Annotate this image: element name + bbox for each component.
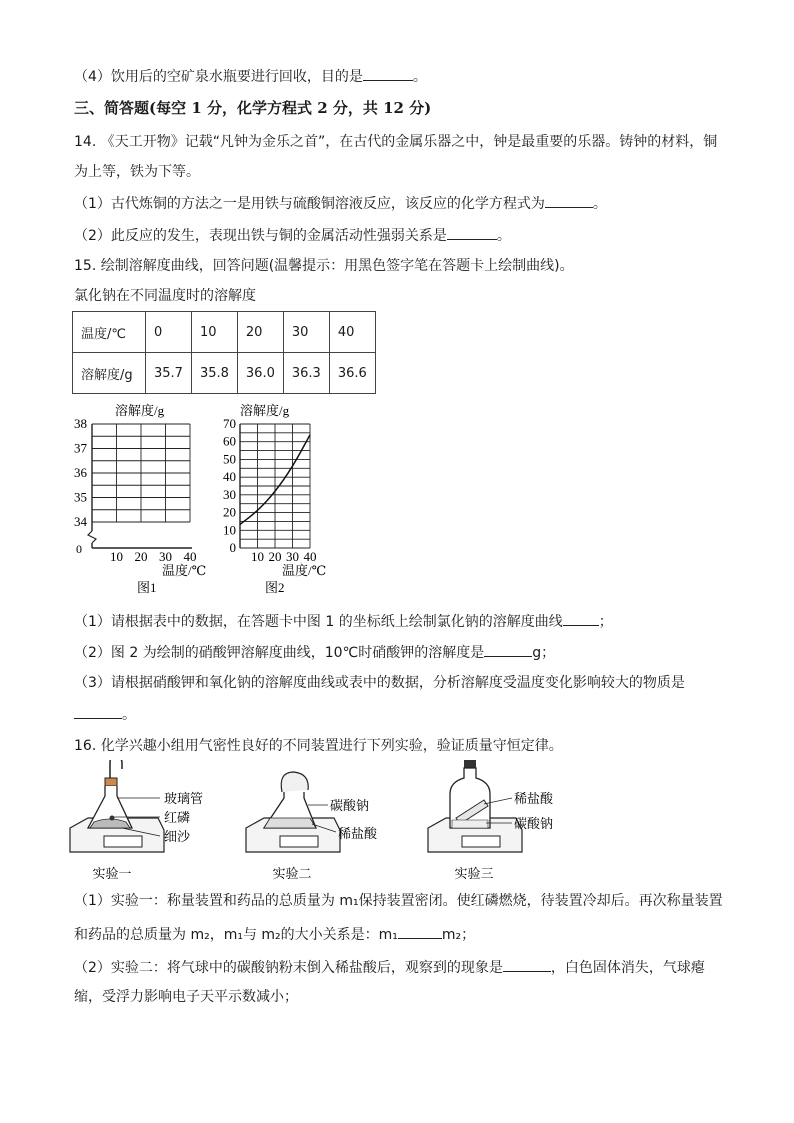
table-cell: 36.6: [329, 353, 375, 394]
fig2-ylabel: 溶解度/g: [240, 403, 290, 418]
x-tick-label: 10: [251, 549, 264, 564]
fig2-title: 图2: [265, 580, 285, 595]
x-tick-label: 40: [303, 549, 317, 564]
answer-blank: [503, 957, 551, 972]
q16-stem: 16. 化学兴趣小组用气密性良好的不同装置进行下列实验，验证质量守恒定律。: [74, 738, 563, 754]
q15-item3-line1: （3）请根据硝酸钾和氧化钠的溶解度曲线或表中的数据，分析溶解度受温度变化影响较大的物质是: [74, 675, 685, 691]
fig2-grid: [223, 416, 317, 564]
q13-item4: （4）饮用后的空矿泉水瓶要进行回收，目的是 。: [74, 66, 427, 87]
y-tick-label: 70: [223, 416, 236, 431]
q14-item1: （1）古代炼铜的方法之一是用铁与硫酸铜溶液反应，该反应的化学方程式为 。: [74, 193, 607, 214]
exp1-caption: 实验一: [92, 866, 132, 881]
experiment2-apparatus: [246, 772, 378, 881]
exp2-caption: 实验二: [272, 866, 312, 881]
label-sodium-carbonate: 碳酸钠: [330, 798, 370, 813]
y-tick-label: 60: [223, 433, 236, 449]
table-cell: 35.7: [146, 353, 192, 394]
table-cell: 20: [237, 312, 283, 353]
section-3-heading: 三、简答题(每空 1 分，化学方程式 2 分，共 12 分): [74, 99, 432, 117]
q14-stem-line2: 为上等，铁为下等。: [74, 164, 200, 180]
solubility-table: [72, 311, 376, 394]
x-tick-label: 20: [134, 549, 148, 564]
table-row: [73, 353, 376, 394]
y-tick-label: 34: [74, 514, 87, 529]
table-row-label: 溶解度/g: [73, 353, 146, 394]
label-glass-tube: 玻璃管: [164, 791, 204, 806]
y-tick-label: 20: [223, 504, 236, 520]
q16-item1-line2: 和药品的总质量为 m₂，m₁与 m₂的大小关系是：m₁ m₂；: [74, 924, 475, 945]
x-tick-label: 40: [183, 549, 197, 564]
x-tick-label: 30: [159, 549, 172, 564]
y-tick-label: 36: [74, 465, 87, 480]
y-tick-label: 50: [223, 451, 236, 467]
bottle-cap-icon: [464, 760, 476, 768]
answer-blank: [545, 193, 593, 208]
label-fine-sand: 细沙: [164, 829, 191, 844]
dilute-hcl-icon: [264, 818, 316, 828]
table-row: [73, 312, 376, 353]
x-tick-label: 20: [268, 549, 282, 564]
q16-apparatus-figures: [60, 760, 600, 885]
q15-item1: （1）请根据表中的数据，在答题卡中图 1 的坐标纸上绘制氯化钠的溶解度曲线 ；: [74, 611, 613, 632]
answer-blank: [363, 66, 413, 81]
answer-blank: [447, 225, 497, 240]
label-dilute-hcl: 稀盐酸: [514, 791, 554, 806]
experiment3-apparatus: [428, 760, 554, 881]
q16-item2-line1: （2）实验二：将气球中的碳酸钠粉末倒入稀盐酸后，观察到的现象是 ，白色固体消失，气球瘪: [74, 957, 705, 978]
fig1-origin-label: 0: [76, 542, 82, 556]
answer-blank: [484, 642, 532, 657]
table-cell: 36.3: [283, 353, 329, 394]
table-cell: 40: [329, 312, 375, 353]
table-cell: 10: [191, 312, 237, 353]
x-tick-label: 30: [286, 549, 299, 564]
axis-break-icon: [88, 531, 96, 543]
q16-item1-line1: （1）实验一：称量装置和药品的总质量为 m₁保持装置密闭。使红磷燃烧，待装置冷却后。再次称量装置: [74, 893, 723, 909]
balance-display: [104, 836, 142, 847]
solubility-charts: [0, 395, 360, 600]
fig2-xlabel: 温度/℃: [282, 563, 327, 578]
q14-item2: （2）此反应的发生，表现出铁与铜的金属活动性强弱关系是 。: [74, 225, 511, 246]
table-row-label: 温度/℃: [73, 312, 146, 353]
q16-item2-line2: 缩，受浮力影响电子天平示数减小；: [74, 989, 298, 1005]
y-tick-label: 0: [229, 540, 236, 555]
q15-item2: （2）图 2 为绘制的硝酸钾溶解度曲线，10℃时硝酸钾的溶解度是 g；: [74, 642, 555, 663]
y-tick-label: 38: [74, 416, 87, 431]
y-tick-label: 35: [74, 489, 87, 505]
y-tick-label: 10: [223, 522, 236, 538]
y-tick-label: 30: [223, 486, 236, 502]
balloon-icon: [281, 772, 308, 792]
q15-table-caption: 氯化钠在不同温度时的溶解度: [74, 288, 256, 304]
bottle-icon: [450, 768, 490, 828]
balance-display: [462, 836, 500, 847]
stopper-icon: [105, 778, 117, 786]
table-cell: 0: [146, 312, 192, 353]
fig1-ylabel: 溶解度/g: [115, 403, 165, 418]
answer-blank: [74, 704, 122, 719]
x-tick-label: 10: [110, 549, 123, 564]
table-cell: 30: [283, 312, 329, 353]
y-tick-label: 37: [74, 440, 87, 456]
balance-display: [280, 836, 318, 847]
experiment1-apparatus: [70, 760, 203, 881]
answer-blank: [398, 924, 442, 939]
table-cell: 36.0: [237, 353, 283, 394]
q14-stem-line1: 14. 《天工开物》记载“凡钟为金乐之首”，在古代的金属乐器之中，钟是最重要的乐器。铸钟的材料，铜: [74, 134, 718, 150]
exp3-caption: 实验三: [454, 866, 494, 881]
fig1-title: 图1: [137, 580, 157, 595]
fig1-xlabel: 温度/℃: [162, 563, 207, 578]
y-tick-label: 40: [223, 469, 236, 485]
sodium-carbonate-icon: [452, 820, 488, 828]
label-dilute-hcl: 稀盐酸: [338, 826, 378, 841]
table-cell: 35.8: [191, 353, 237, 394]
answer-blank: [563, 611, 599, 626]
q15-item3-line2: 。: [74, 704, 136, 725]
q15-stem: 15. 绘制溶解度曲线，回答问题(温馨提示：用黑色签字笔在答题卡上绘制曲线)。: [74, 258, 574, 274]
glass-tube-icon: [110, 760, 122, 778]
label-red-phosphorus: 红磷: [164, 810, 191, 825]
red-phosphorus-icon: [110, 816, 115, 821]
label-sodium-carbonate: 碳酸钠: [514, 816, 554, 831]
